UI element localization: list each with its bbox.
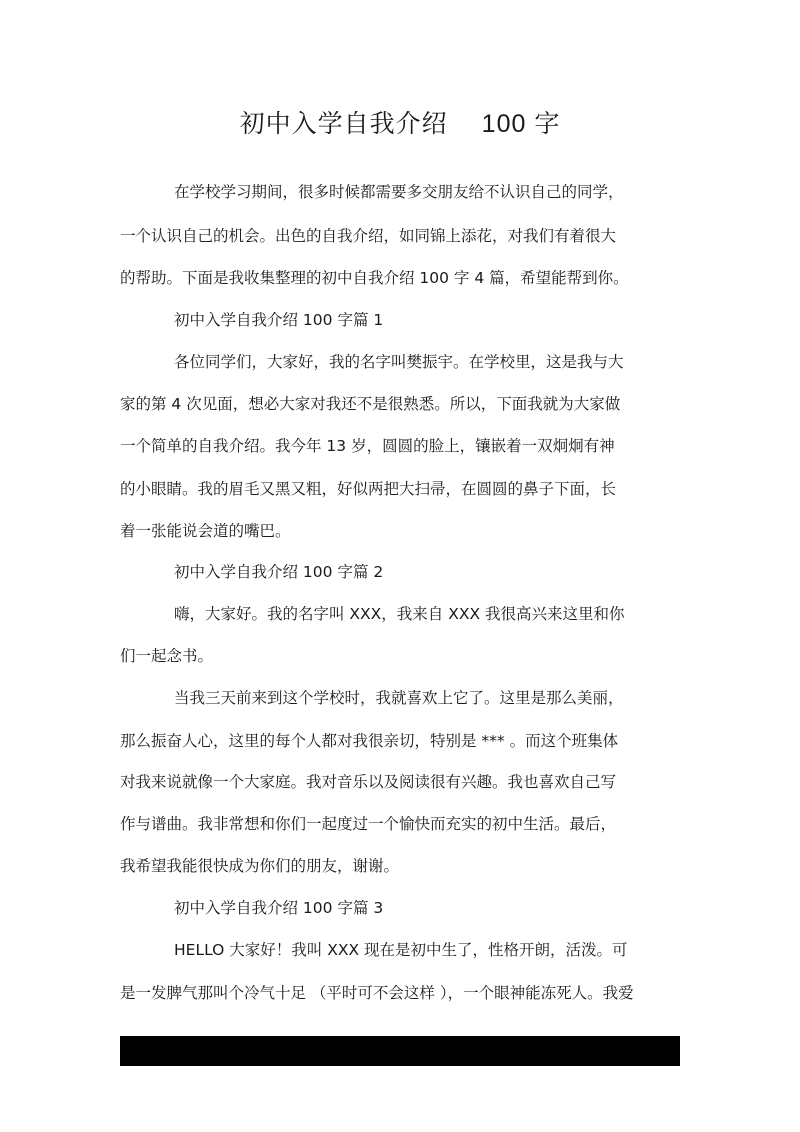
paragraph-line: 一个认识自己的机会。出色的自我介绍，如同锦上添花，对我们有着很大 (120, 227, 617, 245)
paragraph-line: 各位同学们，大家好，我的名字叫樊振宇。在学校里，这是我与大 (174, 353, 624, 371)
redaction-bar (120, 1036, 680, 1066)
paragraph-line: 作与谱曲。我非常想和你们一起度过一个愉快而充实的初中生活。最后， (120, 815, 617, 833)
page-title (0, 104, 800, 140)
paragraph-line: 家的第 4 次见面，想必大家对我还不是很熟悉。所以，下面我就为大家做 (120, 395, 621, 413)
paragraph-line: 着一张能说会道的嘴巴。 (120, 522, 291, 540)
paragraph-line: 在学校学习期间，很多时候都需要多交朋友给不认识自己的同学， (174, 183, 624, 201)
title-text: 初中入学自我介绍 (239, 109, 448, 138)
section-heading-1: 初中入学自我介绍 100 字篇 1 (174, 311, 384, 329)
section-heading-3: 初中入学自我介绍 100 字篇 3 (174, 899, 384, 917)
section-heading-2: 初中入学自我介绍 100 字篇 2 (174, 563, 384, 581)
paragraph-line: 当我三天前来到这个学校时，我就喜欢上它了。这里是那么美丽， (174, 689, 624, 707)
paragraph-line: 对我来说就像一个大家庭。我对音乐以及阅读很有兴趣。我也喜欢自己写 (120, 773, 617, 791)
paragraph-line: 的帮助。下面是我收集整理的初中自我介绍 100 字 4 篇，希望能帮到你。 (120, 269, 629, 287)
paragraph-line: 是一发脾气那叫个冷气十足 （平时可不会这样 ），一个眼神能冻死人。我爱 (120, 984, 634, 1002)
paragraph-line: 那么振奋人心，这里的每个人都对我很亲切，特别是 *** 。而这个班集体 (120, 732, 619, 750)
paragraph-line: 的小眼睛。我的眉毛又黑又粗，好似两把大扫帚，在圆圆的鼻子下面，长 (120, 480, 617, 498)
title-number: 100 字 (481, 110, 561, 138)
paragraph-line: HELLO 大家好！我叫 XXX 现在是初中生了，性格开朗，活泼。可 (174, 941, 628, 959)
paragraph-line: 一个简单的自我介绍。我今年 13 岁，圆圆的脸上，镶嵌着一双炯炯有神 (120, 437, 615, 455)
paragraph-line: 们一起念书。 (120, 647, 214, 665)
paragraph-line: 嗨，大家好。我的名字叫 XXX，我来自 XXX 我很高兴来这里和你 (174, 605, 625, 623)
paragraph-line: 我希望我能很快成为你们的朋友，谢谢。 (120, 857, 400, 875)
